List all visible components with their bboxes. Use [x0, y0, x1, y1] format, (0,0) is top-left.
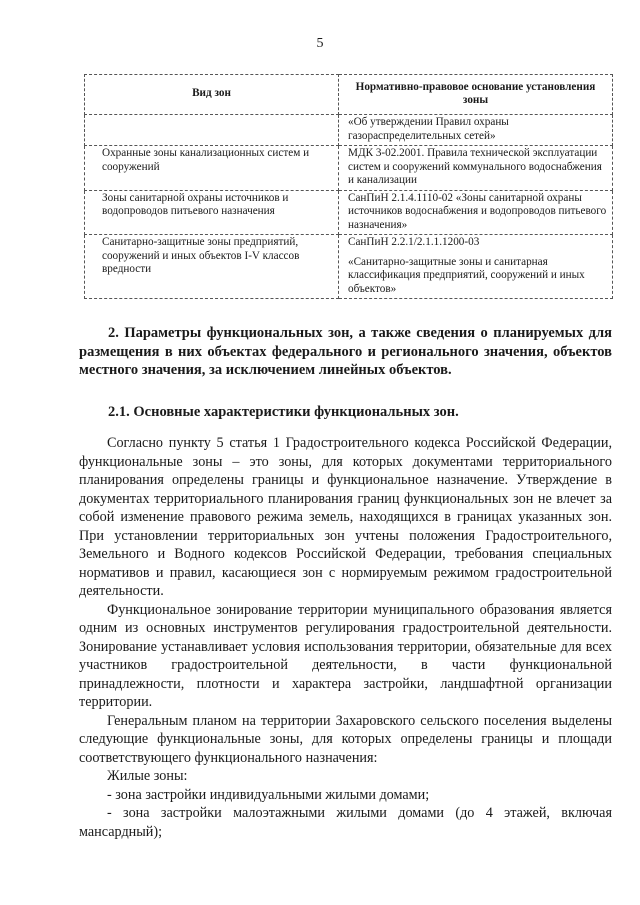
- list-item: - зона застройки малоэтажными жилыми домами (до 4 этажей, включая мансардный);: [79, 805, 612, 840]
- list-item: Жилые зоны:: [107, 768, 188, 784]
- zones-table: [84, 74, 613, 299]
- section-title: 2. Параметры функциональных зон, а также сведения о планируемых для размещения в них объектах федерального и регионального значения, объектов местного значения, за исключением линейных объектов.: [79, 325, 612, 378]
- list-item: - зона застройки индивидуальными жилыми домами;: [107, 786, 430, 803]
- paragraph: Генеральным планом на территории Захаровского сельского поселения выделены следующие функциональные зоны, для которых определены границы и площади соответствующего функционального назначения:: [79, 712, 612, 766]
- table-cell-basis: [339, 235, 613, 299]
- table-row: [85, 146, 613, 191]
- basis-code: СанПиН 2.2.1/2.1.1.1200-03: [348, 236, 480, 248]
- table-row: [85, 115, 613, 146]
- table-header-legal-basis: Нормативно-правовое основание установления зоны: [339, 75, 613, 115]
- table-row: [85, 190, 613, 235]
- table-cell-basis: МДК 3-02.2001. Правила технической эксплуатации систем и сооружений коммунального водоснабжения и канализации: [339, 146, 613, 191]
- subsection-title: 2.1. Основные характеристики функциональных зон.: [108, 404, 459, 420]
- paragraph: Функциональное зонирование территории муниципального образования является одним из основных инструментов регулирования градостроительной деятельности. Зонирование устанавливает условия использования территории, обязательные для всех участников градостроительной деятельности, в части функциональной принадлежности, плотности и характера застройки, ландшафтной организации территории.: [79, 601, 612, 710]
- table-cell-zone: Охранные зоны канализационных систем и сооружений: [85, 146, 339, 191]
- table-cell-basis: СанПиН 2.1.4.1110-02 «Зоны санитарной охраны источников водоснабжения и водопроводов питьевого назначения»: [339, 190, 613, 235]
- table-header-row: [85, 75, 613, 115]
- table-row: [85, 235, 613, 299]
- table-cell-zone: Зоны санитарной охраны источников и водопроводов питьевого назначения: [85, 190, 339, 235]
- paragraph: Согласно пункту 5 статья 1 Градостроительного кодекса Российской Федерации, функциональные зоны – это зоны, для которых документами территориального планирования определены границы и функциональное назначение. Утверждение в документах территориального планирования границ функциональных зон не влечет за собой изменение правового режима земель, находящихся в границах указанных зон. При установлении территориальных зон учтены положения Градостроительного, Земельного и Водного кодексов Российской Федерации, требования специальных нормативов и правил, касающиеся зон с нормируемым режимом градостроительной деятельности.: [79, 435, 612, 599]
- table-cell-zone: [85, 115, 339, 146]
- body-text: [79, 434, 612, 841]
- basis-title: «Санитарно-защитные зоны и санитарная классификация предприятий, сооружений и иных объектов»: [348, 255, 585, 295]
- table-cell-basis: «Об утверждении Правил охраны газораспределительных сетей»: [339, 115, 613, 146]
- table-header-zone-type: Вид зон: [85, 75, 339, 115]
- page-number: 5: [316, 36, 324, 51]
- table-cell-zone: Санитарно-защитные зоны предприятий, сооружений и иных объектов I-V классов вредности: [85, 235, 339, 299]
